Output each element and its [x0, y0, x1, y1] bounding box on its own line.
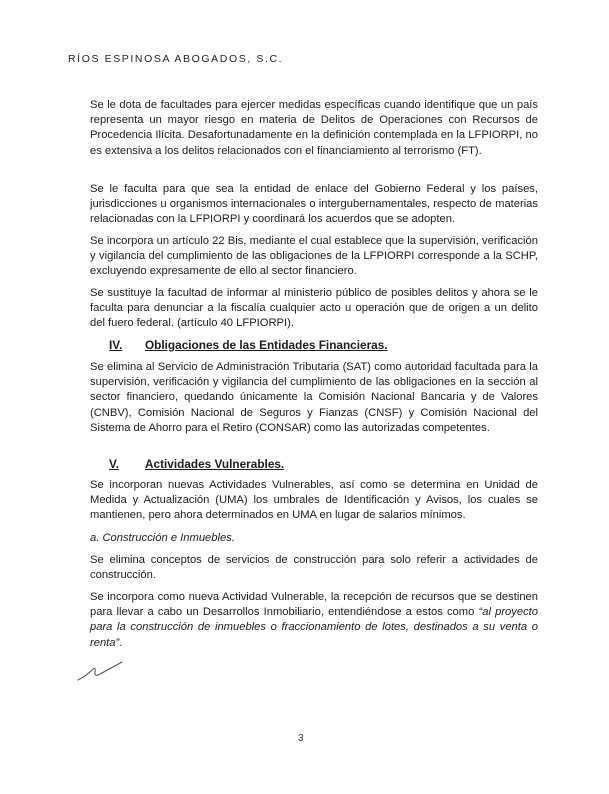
paragraph-servicios-construccion: Se elimina conceptos de servicios de construcción para solo referir a actividades de construcción. [90, 554, 538, 582]
section-title-v: Actividades Vulnerables. [145, 457, 285, 471]
quoted-definition: “al proyecto para la construcción de inmuebles o fraccionamiento de lotes, destinados a su venta o renta” [90, 606, 539, 649]
paragraph-nuevas-actividades: Se incorporan nuevas Actividades Vulnerables, así como se determina en Unidad de Medida y Actualización (UMA) los umbrales de Identificación y Avisos, los cuales se mantienen, pero ahora determinados en UMA en lugar de salarios mínimos. [90, 479, 538, 522]
section-heading-v [109, 457, 284, 471]
paragraph-elimina-sat: Se elimina al Servicio de Administración Tributaria (SAT) como autoridad facultada para la supervisión, verificación y vigilancia del cumplimiento de las obligaciones en la sección al sector financiero, quedando únicamente la Comisión Nacional Bancaria y de Valores (CNBV), Comisión Nacional de Seguros y Fianzas (CNSF) y Comisión Nacional del Sistema de Ahorro para el Retiro (CONSAR) como las autorizadas competentes. [90, 361, 538, 434]
paragraph-desarrollos-inmobiliarios [90, 590, 538, 651]
subheading-construccion-inmuebles: a. Construcción e Inmuebles. [90, 532, 235, 544]
paragraph-entidad-enlace: Se le faculta para que sea la entidad de enlace del Gobierno Federal y los países, jurisdicciones u organismos internacionales o intergubernamentales, respecto de materias relacionadas con la LFPIORPI y coordinará los acuerdos que se adopten. [90, 183, 538, 226]
firm-header: RÍOS ESPINOSA ABOGADOS, S.C. [68, 53, 284, 65]
page-number: 3 [298, 733, 304, 744]
paragraph-facultades-riesgo: Se le dota de facultades para ejercer medidas específicas cuando identifique que un país representa un mayor riesgo en materia de Delitos de Operaciones con Recursos de Procedencia Ilícita. Desafortunadamente en la definición contemplada en la LFPIORPI, no es extensiva a los delitos relacionados con el financiamiento al terrorismo (FT). [90, 99, 538, 157]
paragraph-lead-text: Se incorpora como nueva Actividad Vulnerable, la recepción de recursos que se destinen para llevar a cabo un Desarrollos Inmobiliario, entendiéndose a estos como [90, 591, 538, 619]
paragraph-denunciar-fiscalia: Se sustituye la facultad de informar al ministerio público de posibles delitos y ahora se le faculta para denunciar a la fiscalía cualquier acto u operación que de origen a un delito del fuero federal. (artículo 40 LFPIORPI). [90, 287, 538, 330]
paragraph-end-mark: . [119, 636, 123, 649]
signature-mark [76, 656, 126, 686]
paragraph-articulo-22-bis: Se incorpora un artículo 22 Bis, mediante el cual establece que la supervisión, verificación y vigilancia del cumplimiento de las obligaciones de la LFPIORPI corresponde a la SCHP, excluyendo expresamente de ello al sector financiero. [90, 235, 538, 278]
section-number-v: V. [109, 457, 120, 471]
section-number-iv: IV. [109, 338, 123, 352]
section-heading-iv [109, 338, 388, 352]
section-title-iv: Obligaciones de las Entidades Financieras. [145, 338, 388, 352]
